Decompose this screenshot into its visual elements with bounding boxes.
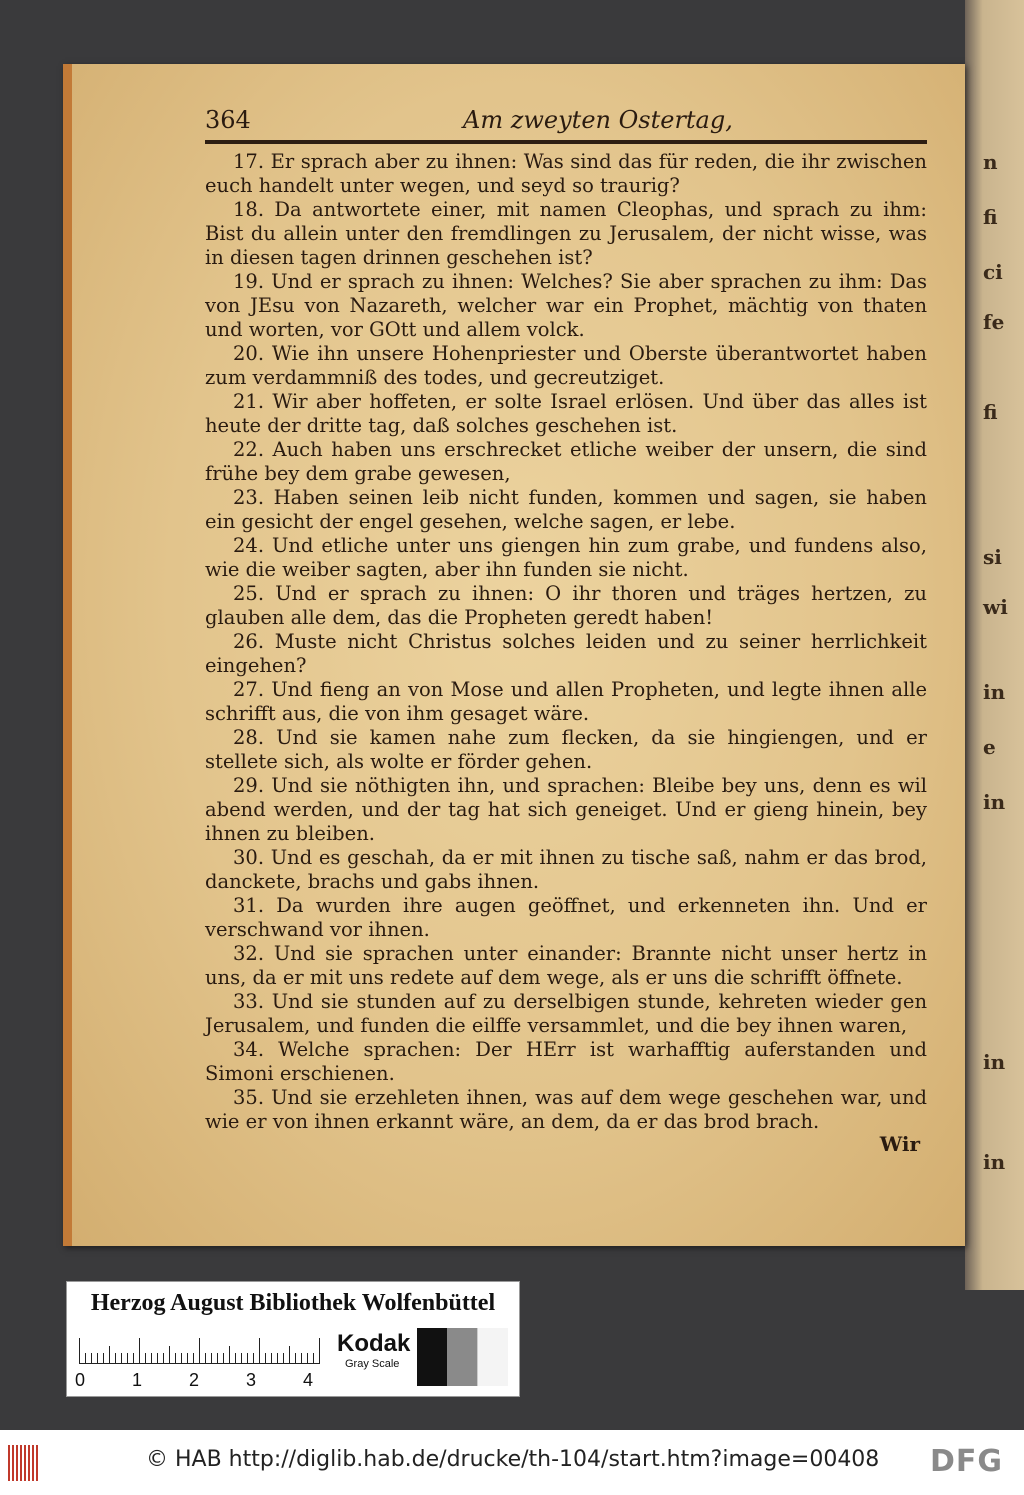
ruler-tick (169, 1346, 170, 1364)
verse: 23. Haben seinen leib nicht funden, kommen und sagen, sie haben ein gesicht der engel gesehen, welche sagen, er lebe. (205, 486, 927, 533)
adjacent-page-fragment: in (983, 1050, 1006, 1074)
adjacent-page-fragment: n (983, 150, 998, 174)
footer-bar (0, 1430, 1024, 1495)
verse: 19. Und er sprach zu ihnen: Welches? Sie aber sprachen zu ihm: Das von JEsu von Nazareth, welcher war ein Prophet, mächtig von thaten und worten, vor GOtt und allem volck. (205, 270, 927, 341)
adjacent-page-fragment: wi (983, 595, 1008, 619)
gray-patch-mid (447, 1328, 477, 1386)
adjacent-page-fragment: si (983, 545, 1002, 569)
verse: 28. Und sie kamen nahe zum flecken, da sie hingiengen, und er stellete sich, als wolte er förder gehen. (205, 726, 927, 773)
ruler-tick (79, 1338, 80, 1364)
ruler-tick (139, 1338, 140, 1364)
ruler-tick (259, 1338, 260, 1364)
kodak-brand: Kodak (337, 1330, 411, 1357)
running-head-title: Am zweyten Ostertag, (463, 106, 733, 134)
head-rule (205, 140, 927, 144)
footer-credit-link[interactable]: © HAB http://diglib.hab.de/drucke/th-104/start.htm?image=00408 (146, 1447, 880, 1472)
verse: 20. Wie ihn unsere Hohenpriester und Oberste überantwortet haben zum verdammniß des todes, und gecreutziget. (205, 342, 927, 389)
color-reference-card (66, 1281, 520, 1397)
ruler-baseline (79, 1363, 320, 1364)
adjacent-page-fragment: fi (983, 400, 998, 424)
verse: 21. Wir aber hoffeten, er solte Israel erlösen. Und über das alles ist heute der dritte tag, daß solches geschehen ist. (205, 390, 927, 437)
adjacent-page-fragment: fi (983, 205, 998, 229)
adjacent-page-fragment: in (983, 1150, 1006, 1174)
ruler-tick (109, 1346, 110, 1364)
gray-patch-black (417, 1328, 447, 1386)
ruler-number: 3 (246, 1370, 257, 1390)
gray-scale-label: Gray Scale (345, 1358, 400, 1370)
verse: 24. Und etliche unter uns giengen hin zum grabe, und fundens also, wie die weiber sagten, aber ihn funden sie nicht. (205, 534, 927, 581)
verse: 17. Er sprach aber zu ihnen: Was sind das für reden, die ihr zwischen euch handelt unter wegen, und seyd so traurig? (205, 150, 927, 197)
adjacent-page-fragment: fe (983, 310, 1005, 334)
ruler-number: 4 (303, 1370, 314, 1390)
verse-text-block (205, 150, 927, 1134)
ruler-number: 1 (132, 1370, 143, 1390)
ruler-tick (319, 1338, 320, 1364)
ruler-tick (229, 1346, 230, 1364)
adjacent-page-edge (965, 0, 1024, 1290)
verse: 35. Und sie erzehleten ihnen, was auf dem wege geschehen war, und wie er von ihnen erkannt wäre, an dem, da er das brod brach. (205, 1086, 927, 1133)
book-page (63, 64, 965, 1246)
ruler-tick (289, 1346, 290, 1364)
adjacent-page-fragment: in (983, 790, 1006, 814)
verse: 18. Da antwortete einer, mit namen Cleophas, und sprach zu ihm: Bist du allein unter den fremdlingen zu Jerusalem, der nicht wisse, was in diesen tagen drinnen geschehen ist? (205, 198, 927, 269)
running-head (205, 102, 925, 138)
verse: 26. Muste nicht Christus solches leiden und zu seiner herrlichkeit eingehen? (205, 630, 927, 677)
page-number: 364 (205, 106, 251, 134)
adjacent-page-fragment: in (983, 680, 1006, 704)
verse: 31. Da wurden ihre augen geöffnet, und erkenneten ihn. Und er verschwand vor ihnen. (205, 894, 927, 941)
dfg-logo: DFG (930, 1444, 1004, 1479)
barcode-icon (8, 1445, 40, 1481)
verse: 33. Und sie stunden auf zu derselbigen stunde, kehreten wieder gen Jerusalem, und funden die eilffe versammlet, und die bey ihnen waren, (205, 990, 927, 1037)
verse: 30. Und es geschah, da er mit ihnen zu tische saß, nahm er das brod, danckete, brachs und gabs ihnen. (205, 846, 927, 893)
verse: 22. Auch haben uns erschrecket etliche weiber der unsern, die sind frühe bey dem grabe gewesen, (205, 438, 927, 485)
adjacent-page-fragment: ci (983, 260, 1003, 284)
ruler-tick (199, 1338, 200, 1364)
gray-scale-patches (417, 1328, 507, 1386)
verse: 25. Und er sprach zu ihnen: O ihr thoren und träges hertzen, zu glauben alle dem, das die Propheten geredt haben! (205, 582, 927, 629)
verse: 27. Und fieng an von Mose und allen Propheten, und legte ihnen alle schrifft aus, die von ihm gesaget wäre. (205, 678, 927, 725)
institution-name: Herzog August Bibliothek Wolfenbüttel (90, 1290, 496, 1316)
verse: 29. Und sie nöthigten ihn, und sprachen: Bleibe bey uns, denn es wil abend werden, und der tag hat sich geneiget. Und er gieng hinein, bey ihnen zu bleiben. (205, 774, 927, 845)
ruler-number: 2 (189, 1370, 200, 1390)
catchword: Wir (879, 1132, 920, 1156)
gray-patch-white (477, 1328, 508, 1386)
ruler-number: 0 (75, 1370, 86, 1390)
verse: 34. Welche sprachen: Der HErr ist warhafftig auferstanden und Simoni erschienen. (205, 1038, 927, 1085)
verse: 32. Und sie sprachen unter einander: Brannte nicht unser hertz in uns, da er mit uns redete auf dem wege, als er uns die schrifft öffnete. (205, 942, 927, 989)
ruler (75, 1328, 320, 1390)
adjacent-page-fragment: e (983, 735, 996, 759)
